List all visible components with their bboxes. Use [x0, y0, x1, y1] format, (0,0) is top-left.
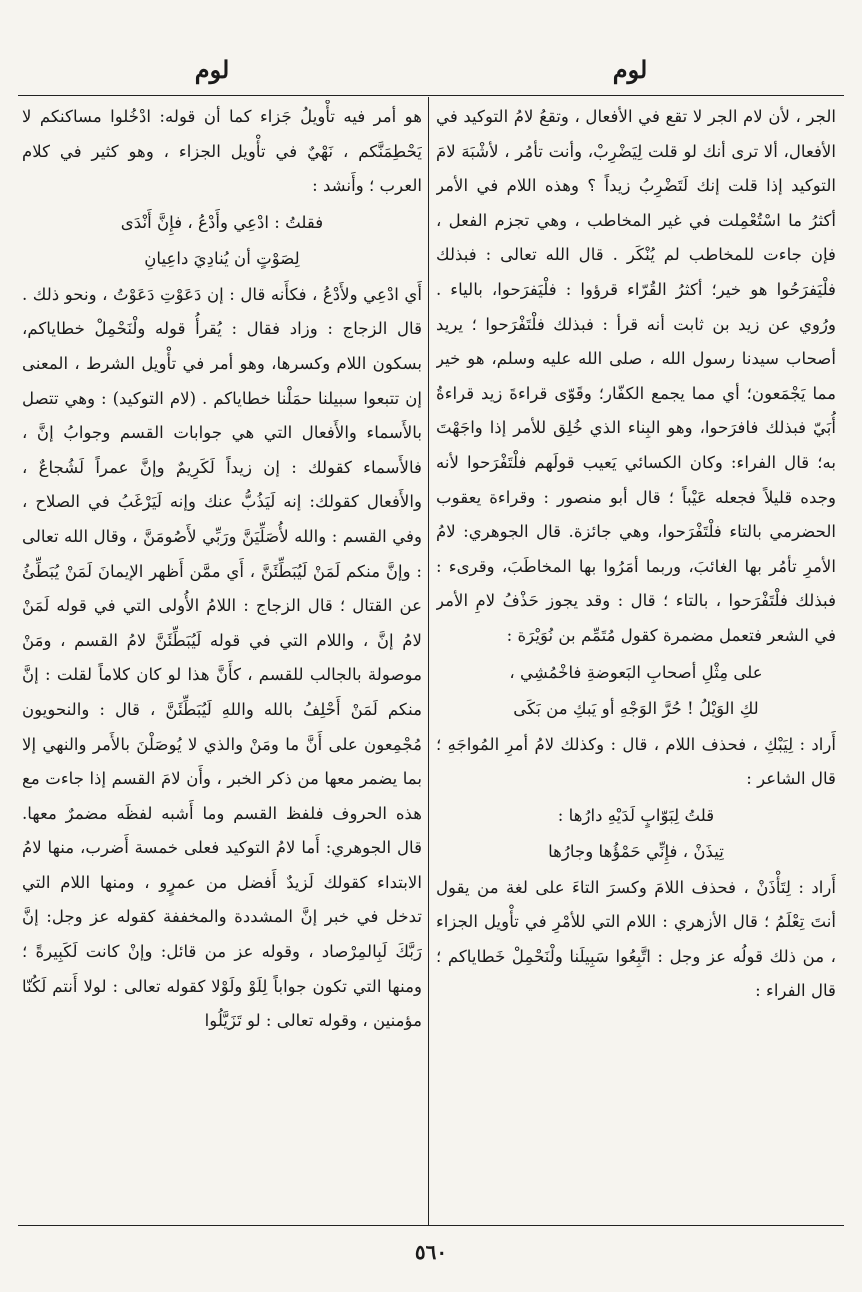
right-paragraph-1: الجر ، لأن لام الجر لا تقع في الأفعال ، وتقعُ لامُ التوكيد في الأفعال، ألا ترى أنك لو قلت لِيَضْرِبْ، وأنت تأمُر ، لأشْبَهَ لامَ التوكيد إذا قلت إنك لَتَضْرِبُ زيداً ؟ وهذه اللام في الأمر أكثرُ ما اسْتُعْمِلت في غير المخاطب ، وهي تجزم الفعل ، فإن جاءت للمخاطب لم يُنْكَر . قال الله تعالى : فبذلك فلْيَفرَحُوا هو خير؛ أكثرُ القُرّاء قرؤوا : فلْيَفرَحوا، بالياء . ورُوي عن زيد بن ثابت أنه قرأ : فبذلك فلْتَفْرَحوا ؛ يريد أصحاب سيدنا رسول الله ، صلى الله عليه وسلم، هو خير مما يَجْمَعون؛ أي مما يجمع الكفّار؛ وقَوّى قراءةَ زيد قراءةُ أُبَيّ فبذلك فافرَحوا، وهو البِناء الذي خُلِق للأمر إذا واجَهْتَ به؛ قال الفراء: وكان الكسائي يَعيب قولَهم فلْتَفْرَحوا لأنه وجده قليلاً فجعله عَيْباً ؛ قال أبو منصور : وقراءة يعقوب الحضرمي بالتاء فلْتَفْرَحوا، وهي جائزة. قال الجوهري: لامُ الأمرِ تأمُر بها الغائبَ، وربما أمَرُوا بها المخاطَبَ، وقرىء : فبذلك فلْتَفْرَحوا ، بالتاء ؛ قال : وقد يجوز حَذْفُ لامِ الأمر في الشعر فتعمل مضمرة كقول مُتَمِّم بن نُوَيْرَة :	[436, 107, 836, 645]
left-verse-1-line-2: لِصَوْتٍ أن يُنادِيَ داعِيانِ	[144, 248, 300, 268]
right-column-header: لوم	[612, 55, 648, 84]
bottom-rule	[18, 1225, 844, 1226]
right-verse-1-line-1: على مِثْلِ أصحابِ البَعوضةِ فاخْمُشِي ،	[509, 662, 763, 682]
left-column	[22, 100, 422, 1220]
page-number: ٥٦٠	[414, 1240, 448, 1264]
top-rule	[18, 95, 844, 96]
left-verse-1-line-1: فقلتُ : ادْعِي وأَدْعُ ، فإِنَّ أَنْدَى	[120, 212, 324, 232]
left-column-header: لوم	[194, 55, 230, 84]
left-paragraph-1: هو أمر فيه تأْويلُ جَزاء كما أن قوله: ادْخُلوا مساكنكم لا يَحْطِمَنَّكم ، نَهْيٌ في تأْويل الجزاء ، وهو كثير في كلام العرب ؛ وأَنشد :	[22, 107, 422, 196]
right-verse-1-line-2: لكِ الوَيْلُ ! حُرَّ الوَجْهِ أو يَبكِ من بَكَى	[513, 698, 759, 718]
left-paragraph-2: أَي ادْعِي ولأَدْعُ ، فكأَنه قال : إن دَعَوْتِ دَعَوْتُ ، ونحو ذلك . قال الزجاج : وزاد فقال : يُقرأُ قوله ولْنَحْمِلْ خطاياكم، بسكون اللام وكسرها، وهو أمر في تأْويل الشرط ، المعنى إن تتبعوا سبيلنا حمَلْنا خطاياكم . (لام التوكيد) : وهي تتصل بالأَسماء والأَفعال التي هي جوابات القسم وجوابُ إنَّ ، فالأَسماء كقولك : إن زيداً لَكَرِيمٌ وإنَّ عمراً لَشُجاعٌ ، والأَفعال كقولك: إنه لَيَذُبُّ عنك وإنه لَيَرْغَبُ في الصلاح ، وفي القسم : والله لأُصَلِّيَنَّ ورَبِّي لأَصُومَنَّ ، وقال الله تعالى : وإنَّ منكم لَمَنْ لَيُبَطِّئَنَّ ، أَي ممَّن أَظهر الإيمانَ لَمَنْ يُبَطِّئُ عن القتال ؛ قال الزجاج : اللامُ الأُولى التي في قوله لَمَنْ لامُ إنَّ ، واللام التي في قوله لَيُبَطِّئَنَّ لامُ القسم ، ومَنْ موصولة بالجالب للقسم ، كأَنَّ هذا لو كان كلاماً لقلت : إنَّ منكم لَمَنْ أَحْلِفُ بالله واللهِ لَيُبَطِّئَنَّ ، قال : والنحويون مُجْمِعون على أَنَّ ما ومَنْ والذي لا يُوصَلْنَ بالأَمر والنهي إلا بما يضمر معها من ذكر الخبر ، وأَن لامَ القسم إذا جاءت مع هذه الحروف فلفظ القسم وما أَشبه لفظَه مضمرٌ معها. قال الجوهري: أَما لامُ التوكيد فعلى خمسة أَضرب، منها لامُ الابتداء كقولك لَزيدٌ أَفضل من عمرٍو ، ومنها اللام التي تدخل في خبر إنَّ المشددة والمخففة كقوله عز وجل: إنَّ رَبَّكَ لَبِالمِرْصاد ، وقوله عز من قائل: وإنْ كانت لَكَبِيرةً ؛ ومنها التي تكون جواباً لِلَوْ ولَوْلا كقوله تعالى : لولا أَنتم لَكُنّا مؤمنين ، وقوله تعالى : لو تَزَيَّلُوا	[22, 284, 422, 1031]
right-verse-2-line-1: قلتُ لِبَوّابٍ لَدَيْهِ دارُها :	[557, 805, 715, 825]
right-paragraph-3: أَراد : لِتَأْذَنْ ، فحذف اللامَ وكسرَ التاءَ على لغة من يقول أنتَ تِعْلَمُ ؛ قال الأزهري : اللام التي للأمْرِ في تأْويل الجزاء ، من ذلك قولُه عز وجل : اتَّبِعُوا سَبِيلَنا ولْنَحْمِلْ خَطاياكم ؛ قال الفراء :	[436, 877, 836, 1001]
right-column	[436, 100, 836, 1220]
right-verse-2-line-2: تِيذَنْ ، فإِنِّي حَمْؤُها وجارُها	[548, 841, 724, 861]
column-divider	[428, 97, 429, 1225]
right-paragraph-2: أَراد : لِيَبْكِ ، فحذف اللام ، قال : وكذلك لامُ أمرِ المُواجَهِ ؛ قال الشاعر :	[436, 734, 836, 789]
